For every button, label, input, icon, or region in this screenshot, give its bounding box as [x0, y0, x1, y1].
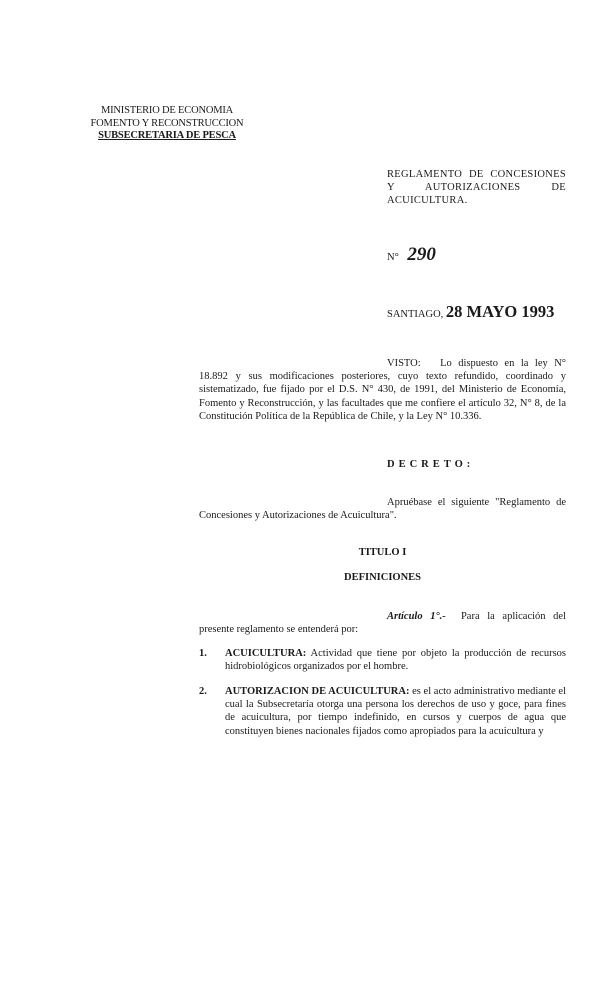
articulo-1-paragraph [199, 610, 566, 636]
definition-text: Actividad que tiene por objeto la producción de recursos hidrobiológicos organizados por el hombre. [225, 648, 567, 673]
ministry-line-2: FOMENTO Y RECONSTRUCCION [90, 117, 244, 129]
titulo-heading: TITULO I [358, 547, 407, 558]
subsecretaria-line: SUBSECRETARIA DE PESCA [98, 130, 236, 141]
decree-number-value: 290 [407, 244, 436, 265]
definition-item [199, 647, 566, 673]
ministry-line-1: MINISTERIO DE ECONOMIA [100, 105, 234, 116]
dateline [387, 302, 554, 322]
articulo-1-text: Para la aplicación del presente reglamento se entenderá por: [199, 611, 566, 636]
definition-term: AUTORIZACION DE ACUICULTURA: [225, 686, 410, 697]
definition-item [199, 685, 566, 738]
decree-number [387, 244, 436, 266]
definition-number: 2. [199, 686, 207, 697]
decree-subject: REGLAMENTO DE CONCESIONES Y AUTORIZACIONES DE ACUICULTURA. [387, 169, 566, 206]
definition-number: 1. [199, 648, 207, 659]
visto-lead: VISTO: [387, 358, 421, 369]
definiciones-heading: DEFINICIONES [343, 572, 422, 583]
definition-text: es el acto administrativo mediante el cual la Subsecretaría otorga una persona los derechos de uso y goce, para fines de acuicultura, por tiempo indefinido, en cursos y cuerpos de agua que constituyen bienes nacionales fijados como apropiados para la acuicultura y [225, 686, 566, 737]
articulo-1-label: Artículo 1°.- [387, 611, 446, 622]
dateline-date: 28 MAYO 1993 [445, 302, 555, 321]
approval-paragraph [199, 496, 566, 522]
dateline-city: SANTIAGO, [387, 309, 444, 320]
decreto-heading: DECRETO: [387, 459, 475, 470]
ministry-header [82, 105, 252, 143]
visto-paragraph [199, 357, 566, 423]
approval-text: Apruébase el siguiente "Reglamento de Concesiones y Autorizaciones de Acuicultura". [199, 497, 566, 522]
decree-number-prefix: N° [387, 252, 399, 263]
visto-text: Lo dispuesto en la ley N° 18.892 y sus modificaciones posteriores, cuyo texto refundido, coordinado y sistematizado, fue fijado por el D.S. N° 430, de 1991, del Ministerio de Economía, Fomento y Reconstrucción, y las facultades que me confiere el artículo 32, N° 8, de la Constitución Política de la República de Chile, y la Ley N° 10.336. [199, 358, 566, 422]
definition-term: ACUICULTURA: [225, 648, 307, 659]
